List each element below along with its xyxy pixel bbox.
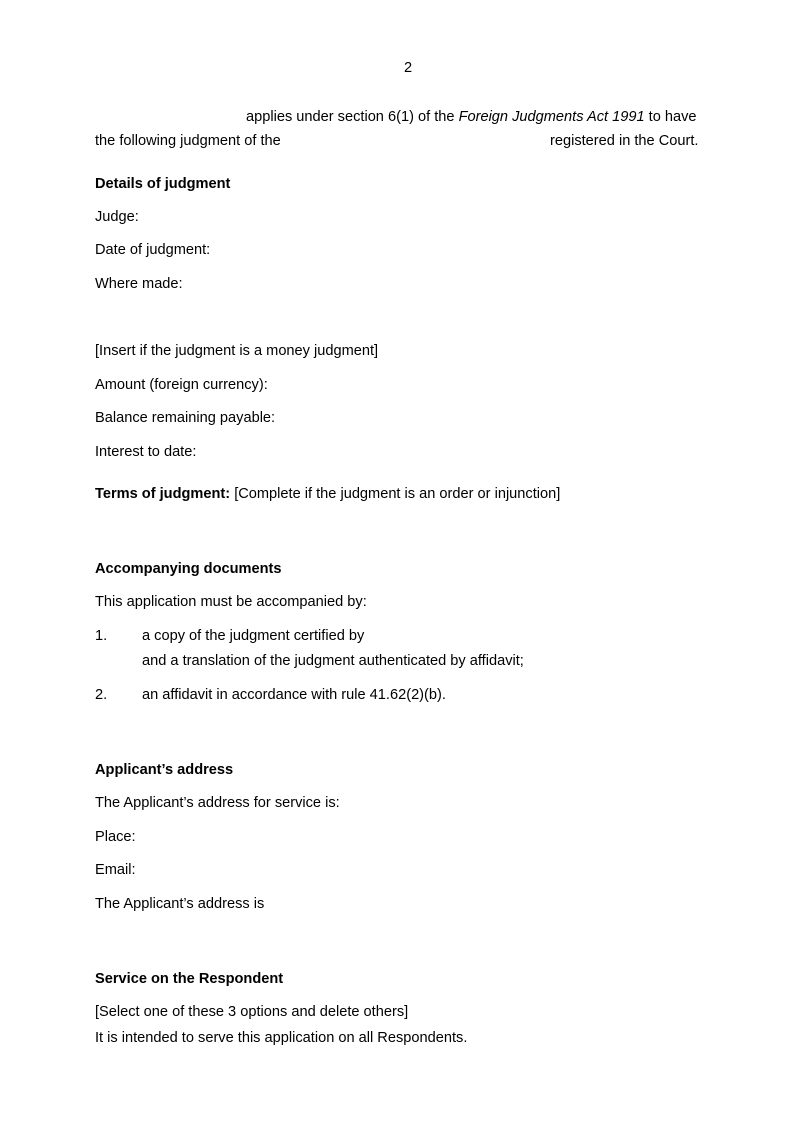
applicant-address-label: The Applicant’s address is xyxy=(95,896,265,912)
place-label: Place: xyxy=(95,829,136,845)
terms-note: [Complete if the judgment is an order or injunction] xyxy=(230,486,561,502)
service-text: It is intended to serve this application on all Respondents. xyxy=(95,1030,468,1046)
address-for-service: The Applicant’s address for service is: xyxy=(95,795,340,811)
service-note: [Select one of these 3 options and delete others] xyxy=(95,1004,409,1020)
document-item-number: 2. xyxy=(95,687,108,703)
document-item-line: and a translation of the judgment authenticated by affidavit; xyxy=(142,653,524,669)
document-item-line: an affidavit in accordance with rule 41.62(2)(b). xyxy=(142,687,446,703)
terms-of-judgment xyxy=(95,485,560,503)
intro-line-1 xyxy=(246,108,697,126)
email-label: Email: xyxy=(95,862,136,878)
intro-line-2-left: the following judgment of the xyxy=(95,133,281,149)
judge-label: Judge: xyxy=(95,209,139,225)
documents-intro: This application must be accompanied by: xyxy=(95,594,367,610)
intro-text-before: applies under section 6(1) of the xyxy=(246,109,459,125)
interest-label: Interest to date: xyxy=(95,444,197,460)
documents-heading: Accompanying documents xyxy=(95,561,282,577)
where-made-label: Where made: xyxy=(95,276,183,292)
terms-label: Terms of judgment: xyxy=(95,486,231,502)
address-heading: Applicant’s address xyxy=(95,762,234,778)
amount-label: Amount (foreign currency): xyxy=(95,377,268,393)
date-of-judgment-label: Date of judgment: xyxy=(95,242,211,258)
balance-label: Balance remaining payable: xyxy=(95,410,276,426)
intro-text-after: to have xyxy=(644,109,697,125)
document-item-number: 1. xyxy=(95,628,108,644)
details-heading: Details of judgment xyxy=(95,176,231,192)
money-judgment-note: [Insert if the judgment is a money judgment] xyxy=(95,343,379,359)
service-heading: Service on the Respondent xyxy=(95,971,284,987)
act-title: Foreign Judgments Act 1991 xyxy=(458,109,645,125)
intro-line-2-right: registered in the Court. xyxy=(550,133,699,149)
page-number: 2 xyxy=(404,60,413,76)
document-item-line: a copy of the judgment certified by xyxy=(142,628,365,644)
